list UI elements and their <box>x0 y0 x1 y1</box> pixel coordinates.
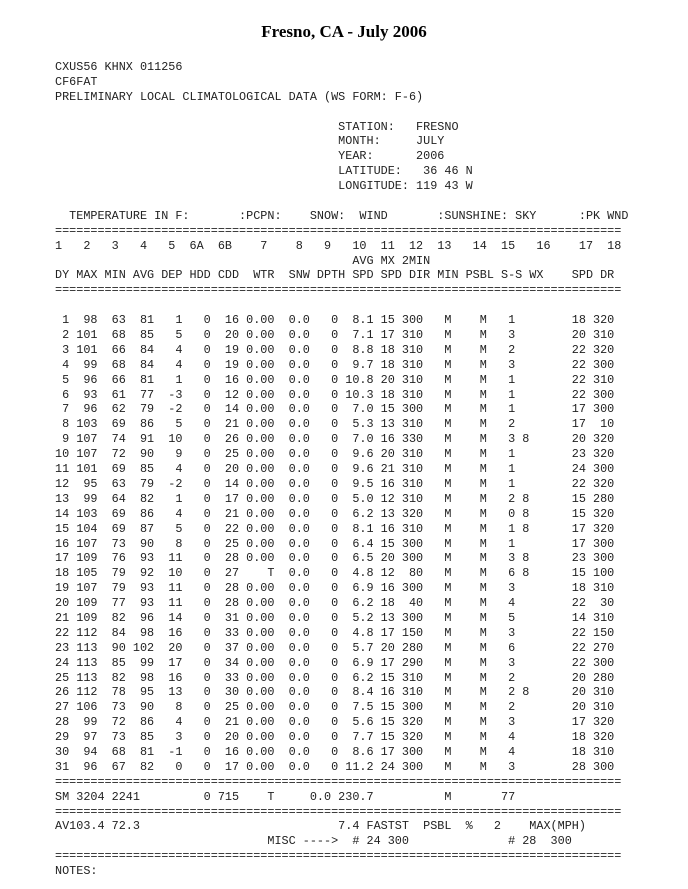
report-line: MONTH: JULY <box>55 134 445 149</box>
climatological-report <box>55 60 628 879</box>
report-line: 15 104 69 87 5 0 22 0.00 0.0 0 8.1 16 310 M M 1 8 17 320 <box>55 521 615 536</box>
report-line: 25 113 82 98 16 0 33 0.00 0.0 0 6.2 15 310 M M 2 20 280 <box>55 670 615 685</box>
report-line: DY MAX MIN AVG DEP HDD CDD WTR SNW DPTH SPD SPD DIR MIN PSBL S-S WX SPD DR <box>55 268 615 283</box>
report-line: 28 99 72 86 4 0 21 0.00 0.0 0 5.6 15 320 M M 3 17 320 <box>55 715 615 730</box>
report-line: 31 96 67 82 0 0 17 0.00 0.0 0 11.2 24 300 M M 3 28 300 <box>55 759 615 774</box>
report-line: CXUS56 KHNX 011256 <box>55 60 183 74</box>
report-line: 27 106 73 90 8 0 25 0.00 0.0 0 7.5 15 300 M M 2 20 310 <box>55 700 615 715</box>
report-line: 10 107 72 90 9 0 25 0.00 0.0 0 9.6 20 310 M M 1 23 320 <box>55 447 615 462</box>
report-line: 1 2 3 4 5 6A 6B 7 8 9 10 11 12 13 14 15 16 17 18 <box>55 238 622 253</box>
report-line: AVG MX 2MIN <box>55 253 431 268</box>
report-line: 18 105 79 92 10 0 27 T 0.0 0 4.8 12 80 M M 6 8 15 100 <box>55 566 615 581</box>
report-line: ================================================================================ <box>55 774 622 789</box>
report-line: 11 101 69 85 4 0 20 0.00 0.0 0 9.6 21 310 M M 1 24 300 <box>55 462 615 477</box>
report-line: 24 113 85 99 17 0 34 0.00 0.0 0 6.9 17 290 M M 3 22 300 <box>55 655 615 670</box>
report-line: 29 97 73 85 3 0 20 0.00 0.0 0 7.7 15 320 M M 4 18 320 <box>55 730 615 745</box>
report-line: 26 112 78 95 13 0 30 0.00 0.0 0 8.4 16 310 M M 2 8 20 310 <box>55 685 615 700</box>
report-line <box>55 105 628 120</box>
report-line: CF6FAT <box>55 74 98 89</box>
report-line: 17 109 76 93 11 0 28 0.00 0.0 0 6.5 20 300 M M 3 8 23 300 <box>55 551 615 566</box>
report-line: ================================================================================ <box>55 223 622 238</box>
report-line: MISC ----> # 24 300 # 28 300 <box>55 834 572 849</box>
report-line: 12 95 63 79 -2 0 14 0.00 0.0 0 9.5 16 310 M M 1 22 320 <box>55 476 615 491</box>
report-line: 9 107 74 91 10 0 26 0.00 0.0 0 7.0 16 330 M M 3 8 20 320 <box>55 432 615 447</box>
report-line: 20 109 77 93 11 0 28 0.00 0.0 0 6.2 18 40 M M 4 22 30 <box>55 596 615 611</box>
report-line: 21 109 82 96 14 0 31 0.00 0.0 0 5.2 13 300 M M 5 14 310 <box>55 610 615 625</box>
report-line: STATION: FRESNO <box>55 119 459 134</box>
report-line: NOTES: <box>55 864 98 879</box>
report-line: 8 103 69 86 5 0 21 0.00 0.0 0 5.3 13 310 M M 2 17 10 <box>55 417 615 432</box>
report-line: 5 96 66 81 1 0 16 0.00 0.0 0 10.8 20 310 M M 1 22 310 <box>55 372 615 387</box>
report-line: LONGITUDE: 119 43 W <box>55 179 473 194</box>
report-line: AV103.4 72.3 7.4 FASTST PSBL % 2 MAX(MPH) <box>55 819 586 834</box>
report-line: 13 99 64 82 1 0 17 0.00 0.0 0 5.0 12 310 M M 2 8 15 280 <box>55 491 615 506</box>
report-title: Fresno, CA - July 2006 <box>261 22 427 41</box>
report-line: ================================================================================ <box>55 849 622 864</box>
report-line: PRELIMINARY LOCAL CLIMATOLOGICAL DATA (WS FORM: F-6) <box>55 89 424 104</box>
report-line: 16 107 73 90 8 0 25 0.00 0.0 0 6.4 15 300 M M 1 17 300 <box>55 536 615 551</box>
report-line: 4 99 68 84 4 0 19 0.00 0.0 0 9.7 18 310 M M 3 22 300 <box>55 357 615 372</box>
report-line: 23 113 90 102 20 0 37 0.00 0.0 0 5.7 20 280 M M 6 22 270 <box>55 640 615 655</box>
report-line: 2 101 68 85 5 0 20 0.00 0.0 0 7.1 17 310 M M 3 20 310 <box>55 328 615 343</box>
report-line: 3 101 66 84 4 0 19 0.00 0.0 0 8.8 18 310 M M 2 22 320 <box>55 342 615 357</box>
report-line: ================================================================================ <box>55 283 622 298</box>
report-line: 6 93 61 77 -3 0 12 0.00 0.0 0 10.3 18 310 M M 1 22 300 <box>55 387 615 402</box>
report-line: 1 98 63 81 1 0 16 0.00 0.0 0 8.1 15 300 M M 1 18 320 <box>55 313 615 328</box>
report-line: YEAR: 2006 <box>55 149 445 164</box>
report-line: 19 107 79 93 11 0 28 0.00 0.0 0 6.9 16 300 M M 3 18 310 <box>55 581 615 596</box>
report-line: ================================================================================ <box>55 804 622 819</box>
report-line: 22 112 84 98 16 0 33 0.00 0.0 0 4.8 17 150 M M 3 22 150 <box>55 625 615 640</box>
report-line <box>55 194 628 209</box>
report-line: 7 96 62 79 -2 0 14 0.00 0.0 0 7.0 15 300 M M 1 17 300 <box>55 402 615 417</box>
report-line: TEMPERATURE IN F: :PCPN: SNOW: WIND :SUNSHINE: SKY :PK WND <box>55 208 629 223</box>
report-line: SM 3204 2241 0 715 T 0.0 230.7 M 77 <box>55 789 516 804</box>
report-line <box>55 298 628 313</box>
report-line: LATITUDE: 36 46 N <box>55 164 473 179</box>
report-line: 14 103 69 86 4 0 21 0.00 0.0 0 6.2 13 320 M M 0 8 15 320 <box>55 506 615 521</box>
report-line: 30 94 68 81 -1 0 16 0.00 0.0 0 8.6 17 300 M M 4 18 310 <box>55 744 615 759</box>
